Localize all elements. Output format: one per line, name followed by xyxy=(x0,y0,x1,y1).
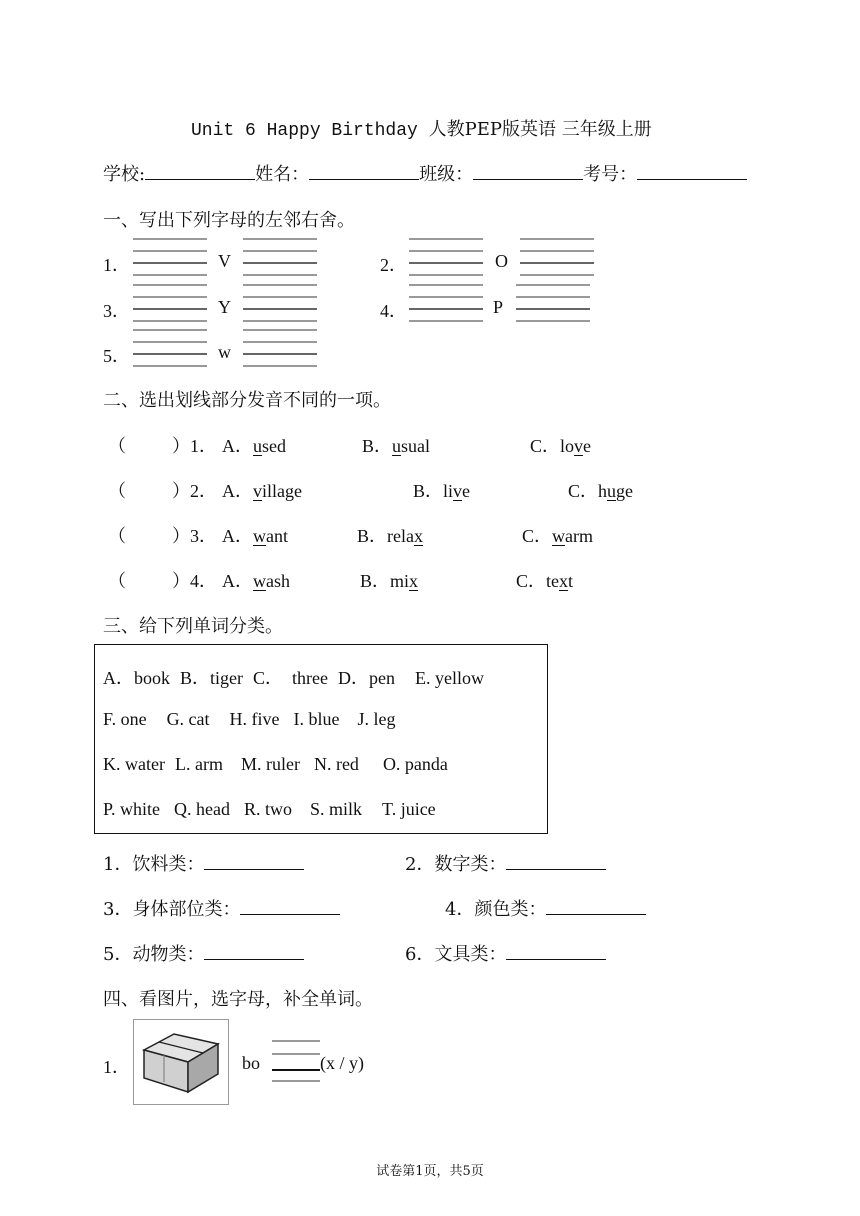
word-bank-row-4 xyxy=(103,799,436,820)
s4-item1-num: 1． xyxy=(103,1057,130,1077)
s1-item1-left-blank[interactable] xyxy=(133,238,207,278)
word-item: A．book xyxy=(103,668,170,688)
s1-item3-letter: Y xyxy=(218,297,231,317)
s2-q1-num: ）1． xyxy=(172,436,217,456)
s1-item2-left-blank[interactable] xyxy=(409,238,483,278)
name-blank[interactable] xyxy=(309,179,419,180)
s2-q4-paren[interactable]: （ xyxy=(108,571,126,591)
word-item: B．tiger xyxy=(180,668,243,688)
name-label: 姓名： xyxy=(255,164,310,185)
word-bank-row-3 xyxy=(103,754,448,775)
s1-item4-num: 4． xyxy=(380,301,407,321)
page-footer: 试卷第1页，共5页 xyxy=(376,1164,484,1179)
s1-item5-left-blank[interactable] xyxy=(133,329,207,369)
word-item: R. two xyxy=(244,799,293,819)
s4-item1-prefix: bo xyxy=(242,1053,260,1073)
category-blank[interactable] xyxy=(204,959,304,960)
s1-item5-letter: w xyxy=(218,342,231,362)
word-item: G. cat xyxy=(166,709,210,729)
word-item: M. ruler xyxy=(240,754,300,774)
s2-q2-option-c: C．huge xyxy=(568,481,634,501)
s2-q1-paren[interactable]: （ xyxy=(108,436,126,456)
s1-item3-left-blank[interactable] xyxy=(133,284,207,324)
section1-heading: 一、写出下列字母的左邻右舍。 xyxy=(103,210,355,231)
category-colors: 4．颜色类： xyxy=(445,895,646,921)
s4-item1-options: (x / y) xyxy=(320,1053,364,1073)
s1-item1-num: 1． xyxy=(103,255,130,275)
category-blank[interactable] xyxy=(546,914,646,915)
word-item: L. arm xyxy=(174,754,223,774)
category-stationery: 6．文具类： xyxy=(405,940,606,966)
s1-item4-right-blank[interactable] xyxy=(516,284,590,324)
cardboard-box-icon xyxy=(133,1019,229,1105)
s2-q2-option-b: B．live xyxy=(413,481,471,501)
category-drinks: 1．饮料类： xyxy=(103,850,304,876)
word-item: J. leg xyxy=(357,709,396,729)
word-item: N. red xyxy=(313,754,359,774)
s2-q2-paren[interactable]: （ xyxy=(108,481,126,501)
s2-q4-option-b: B．mix xyxy=(360,571,419,591)
school-blank[interactable] xyxy=(145,179,255,180)
class-blank[interactable] xyxy=(473,179,583,180)
title-chinese: 人教PEP版英语 三年级上册 xyxy=(428,119,652,140)
title-english: Unit 6 Happy Birthday xyxy=(191,121,418,141)
section4-heading: 四、看图片，选字母，补全单词。 xyxy=(103,989,373,1010)
word-item: P. white xyxy=(103,799,161,819)
s1-item4-letter: P xyxy=(493,297,504,317)
s2-q4-option-c: C．text xyxy=(516,571,574,591)
category-animals: 5．动物类： xyxy=(103,940,304,966)
s2-q3-num: ）3． xyxy=(172,526,217,546)
word-item: Q. head xyxy=(174,799,230,819)
section2-heading: 二、选出划线部分发音不同的一项。 xyxy=(103,390,391,411)
word-item: E. yellow xyxy=(414,668,484,688)
s4-item1-blank[interactable] xyxy=(272,1040,320,1080)
s2-q1-option-c: C．love xyxy=(530,436,592,456)
s2-q2-option-a: A．village xyxy=(222,481,302,501)
word-item: I. blue xyxy=(293,709,340,729)
s2-q3-paren[interactable]: （ xyxy=(108,526,126,546)
category-body-parts: 3．身体部位类： xyxy=(103,895,340,921)
class-label: 班级： xyxy=(419,164,474,185)
s2-q3-option-a: A．want xyxy=(222,526,288,546)
s2-q3-option-b: B．relax xyxy=(357,526,423,546)
s1-item2-right-blank[interactable] xyxy=(520,238,594,278)
section3-heading: 三、给下列单词分类。 xyxy=(103,616,283,637)
exam-number-label: 考号： xyxy=(583,164,638,185)
word-bank-row-1 xyxy=(103,664,484,690)
s2-q1-option-a: A．used xyxy=(222,436,286,456)
word-bank-row-2 xyxy=(103,709,396,730)
word-item: O. panda xyxy=(382,754,448,774)
s1-item2-num: 2． xyxy=(380,255,407,275)
category-numbers: 2．数字类： xyxy=(405,850,606,876)
word-item: K. water xyxy=(103,754,165,774)
word-item: C． three xyxy=(253,668,328,688)
s1-item4-left-blank[interactable] xyxy=(409,284,483,324)
category-blank[interactable] xyxy=(506,959,606,960)
word-item: D．pen xyxy=(337,668,395,688)
s1-item5-num: 5． xyxy=(103,346,130,366)
word-item: S. milk xyxy=(310,799,363,819)
s2-q2-num: ）2． xyxy=(172,481,217,501)
s1-item1-letter: V xyxy=(218,251,231,271)
s1-item1-right-blank[interactable] xyxy=(243,238,317,278)
s1-item2-letter: O xyxy=(495,251,508,271)
word-item: H. five xyxy=(229,709,280,729)
s2-q4-option-a: A．wash xyxy=(222,571,290,591)
s2-q3-option-c: C．warm xyxy=(522,526,593,546)
word-item: T. juice xyxy=(382,799,436,819)
category-blank[interactable] xyxy=(204,869,304,870)
category-blank[interactable] xyxy=(506,869,606,870)
s2-q4-num: ）4． xyxy=(172,571,217,591)
page-title xyxy=(191,115,652,141)
s1-item3-num: 3． xyxy=(103,301,130,321)
school-label: 学校: xyxy=(103,164,146,185)
s2-q1-option-b: B．usual xyxy=(362,436,431,456)
exam-number-blank[interactable] xyxy=(637,179,747,180)
word-item: F. one xyxy=(103,709,147,729)
s1-item3-right-blank[interactable] xyxy=(243,284,317,324)
s1-item5-right-blank[interactable] xyxy=(243,329,317,369)
category-blank[interactable] xyxy=(240,914,340,915)
student-info-line xyxy=(103,160,747,186)
